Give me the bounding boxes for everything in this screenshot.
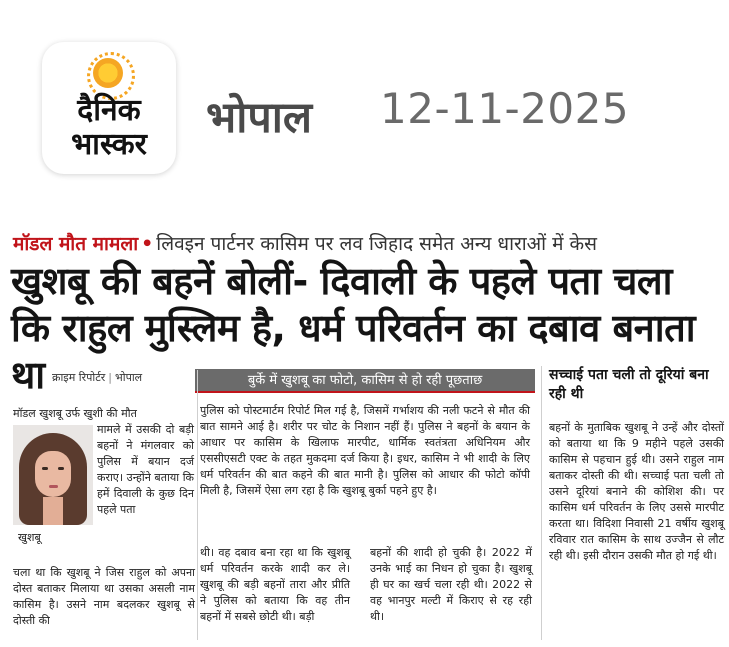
header	[0, 0, 729, 200]
column-2-top: पुलिस को पोस्टमार्टम रिपोर्ट मिल गई है, जिसमें गर्भाशय की नली फटने से मौत की बात सामने आई है। शरीर पर चोट के निशान नहीं हैं। पुलिस ने बहनों के बयान के आधार पर कासिम के खिलाफ मारपीट, धार्मिक स्वतंत्रता अधिनियम और एससीएसटी एक्ट के तहत मुकदमा दर्ज किया है। इधर, कासिम ने भी शादी के लिए धर्म परिवर्तन की बात कहने की बात मानी है। पुलिस को आधार की फोटो कॉपी मिली है, जिसमें ऐसा लग रहा है कि खुशबू बुर्का पहने हुए है।	[200, 404, 530, 497]
column-4: बहनों के मुताबिक खुशबू ने उन्हें और दोस्तों को बताया था कि 9 महीने पहले उसकी कासिम से पहचान हुई थी। उसने राहुल नाम बताकर दोस्ती की थी। सच्चाई पता चली तो उसने दूरियां बनाने की कोशिश की। पर कासिम धर्म परिवर्तन के लिए उससे मारपीट करता था। विदिशा निवासी 21 वर्षीय खुशबू रविवार रात कासिम के साथ उज्जैन से लौट रही थी। इसी दौरान उसकी मौत हो गई थी।	[549, 421, 724, 562]
kicker-tag: मॉडल मौत मामला	[13, 233, 139, 255]
logo-line-2: भास्कर	[71, 127, 147, 162]
column-divider	[197, 370, 198, 640]
column-3: बहनों की शादी हो चुकी है। 2022 में उनके भाई का निधन हो चुका है। खुशबू ही घर का खर्च चला रही थी। 2022 से वह भानपुर मल्टी में किराए से रह रही थी।	[370, 546, 532, 623]
column-1-right: मामले में उसकी दो बड़ी बहनों ने मंगलवार को पुलिस में बयान दर्ज कराए। उन्होंने बताया कि हमें दिवाली के कुछ दिन पहले पता	[97, 423, 194, 516]
edition-city: भोपाल	[206, 93, 313, 143]
column-divider	[541, 366, 542, 640]
photo-caption-bar: बुर्के में खुशबू का फोटो, कासिम से हो रही पूछताछ	[195, 369, 535, 393]
byline: क्राइम रिपोर्टर | भोपाल	[52, 371, 143, 384]
dainik-bhaskar-logo	[42, 42, 176, 174]
byline-city: भोपाल	[114, 371, 143, 384]
edition-date: 12-11-2025	[380, 84, 630, 133]
column-2-bottom: थी। वह दबाव बना रहा था कि खुशबू धर्म परिवर्तन करके शादी कर ले। खुशबू की बड़ी बहनों तारा और प्रीति ने पुलिस को बताया कि वह तीन बहनों में सबसे छोटी थी। बड़ी	[200, 546, 350, 623]
headline: खुशबू की बहनें बोलीं- दिवाली के पहले पता चला कि राहुल मुस्लिम है, धर्म परिवर्तन का दबाव बनाता था	[11, 259, 696, 397]
sun-icon	[93, 58, 123, 88]
kicker-text: लिवइन पार्टनर कासिम पर लव जिहाद समेत अन्य धाराओं में केस	[156, 233, 597, 255]
news-article	[0, 200, 729, 647]
kicker	[13, 230, 597, 256]
byline-author: क्राइम रिपोर्टर	[52, 371, 106, 384]
column-1-bottom: चला था कि खुशबू ने जिस राहुल को अपना दोस्त बताकर मिलाया था उसका असली नाम कासिम है। उसने नाम बदलकर खुशबू से दोस्ती की	[13, 566, 195, 627]
khushboo-photo	[13, 425, 93, 525]
logo-line-1: दैनिक	[77, 93, 141, 128]
column-1-top: मॉडल खुशबू उर्फ खुशी की मौत	[13, 407, 137, 420]
side-headline: सच्चाई पता चली तो दूरियां बना रही थी	[549, 367, 709, 402]
photo-caption: खुशबू	[18, 531, 41, 544]
kicker-bullet: •	[141, 233, 154, 255]
